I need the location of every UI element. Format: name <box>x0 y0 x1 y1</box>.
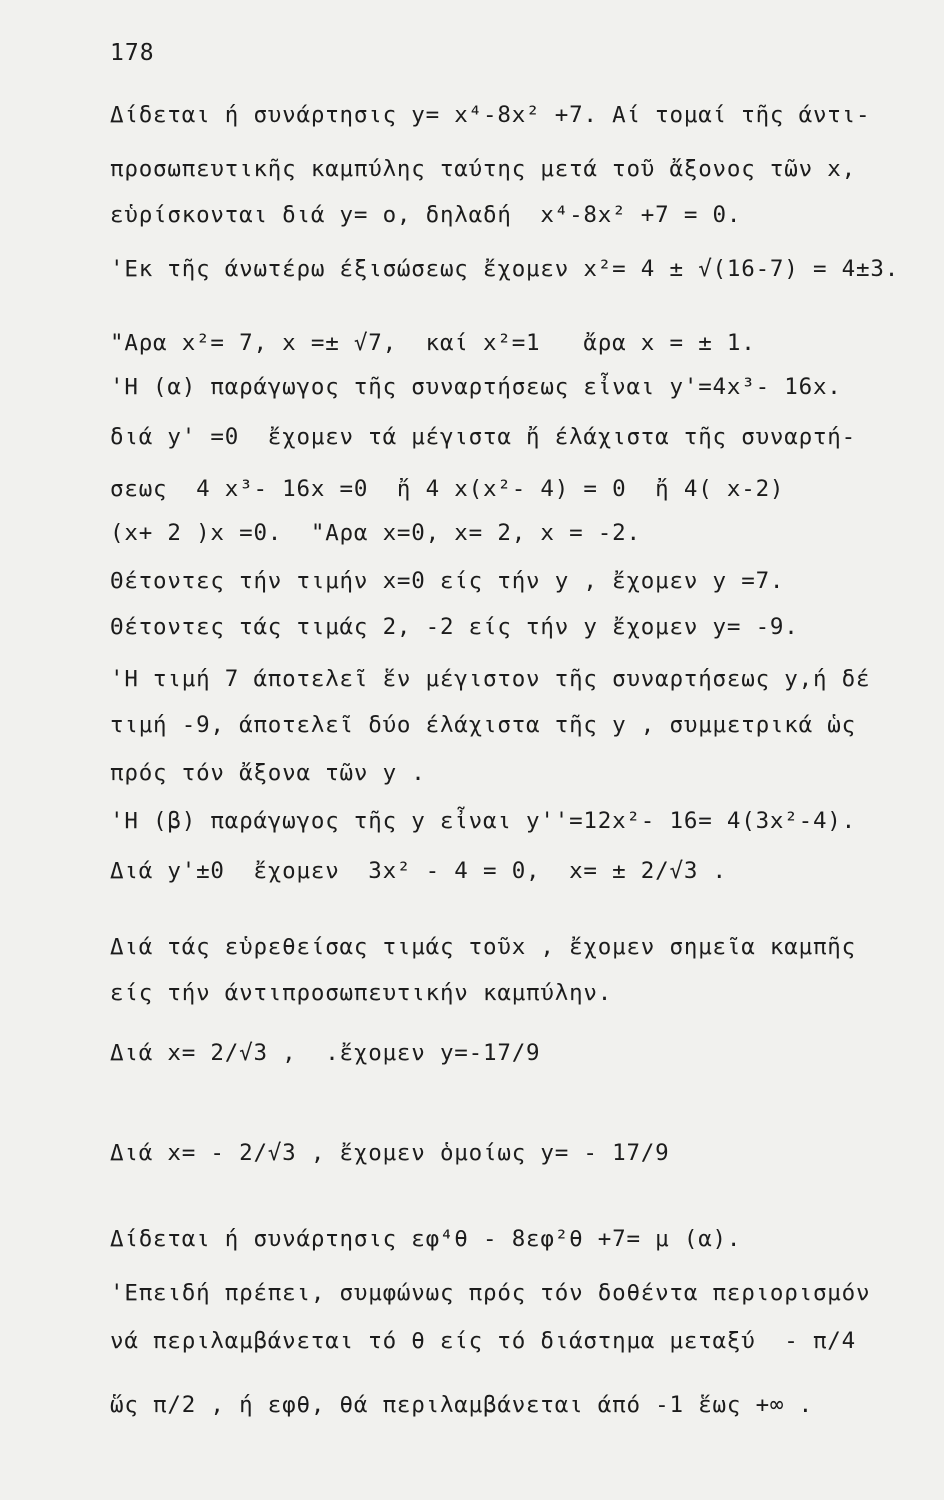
text-line: 'Επειδή πρέπει, συμφώνως πρός τόν δοθέντα περιορισμόν <box>110 1280 871 1306</box>
text-line: 'Η τιμή 7 άποτελεῖ ἕν μέγιστον τῆς συναρτήσεως y,ή δέ <box>110 666 871 692</box>
text-line: διά y' =0 ἔχομεν τά μέγιστα ἤ έλάχιστα τῆς συναρτή- <box>110 424 856 450</box>
text-line: 'Η (β) παράγωγος τῆς y εἶναι y''=12x²- 16= 4(3x²-4). <box>110 808 856 834</box>
text-line: 'Εκ τῆς άνωτέρω έξισώσεως ἔχομεν x²= 4 ± √(16-7) = 4±3. <box>110 256 900 282</box>
text-line: εὑρίσκονται διά y= o, δηλαδή x⁴-8x² +7 = 0. <box>110 202 742 228</box>
text-line: 'Η (α) παράγωγος τῆς συναρτήσεως εἶναι y'=4x³- 16x. <box>110 374 842 400</box>
page-number: 178 <box>110 40 155 66</box>
text-line: Θέτοντες τάς τιμάς 2, -2 είς τήν y ἔχομεν y= -9. <box>110 614 799 640</box>
text-line: πρός τόν ἄξονα τῶν y . <box>110 760 426 786</box>
text-line: ὥς π/2 , ή εφθ, θά περιλαμβάνεται άπό -1 ἕως +∞ . <box>110 1392 813 1418</box>
text-line: σεως 4 x³- 16x =0 ἤ 4 x(x²- 4) = 0 ἤ 4( x-2) <box>110 476 785 502</box>
text-line: "Αρα x²= 7, x =± √7, καί x²=1 ἄρα x = ± 1. <box>110 330 756 356</box>
text-line: Διά y'±0 ἔχομεν 3x² - 4 = 0, x= ± 2/√3 . <box>110 858 727 884</box>
text-line: (x+ 2 )x =0. "Αρα x=0, x= 2, x = -2. <box>110 520 641 546</box>
text-line: Δίδεται ή συνάρτησις εφ⁴θ - 8εφ²θ +7= μ (α). <box>110 1226 742 1252</box>
text-line: Θέτοντες τήν τιμήν x=0 είς τήν y , ἔχομεν y =7. <box>110 568 785 594</box>
text-line: προσωπευτικῆς καμπύλης ταύτης μετά τοῦ ἄξονος τῶν x, <box>110 156 856 182</box>
text-line: Διά x= 2/√3 , .ἔχομεν y=-17/9 <box>110 1040 541 1066</box>
text-line: Διά τάς εὑρεθείσας τιμάς τοῦx , ἔχομεν σημεῖα καμπῆς <box>110 934 856 960</box>
text-line: είς τήν άντιπροσωπευτικήν καμπύλην. <box>110 980 613 1006</box>
text-line: Δίδεται ή συνάρτησις y= x⁴-8x² +7. Αί τομαί τῆς άντι- <box>110 102 871 128</box>
text-line: τιμή -9, άποτελεῖ δύο έλάχιστα τῆς y , συμμετρικά ὡς <box>110 712 856 738</box>
text-line: νά περιλαμβάνεται τό θ είς τό διάστημα μεταξύ - π/4 <box>110 1328 856 1354</box>
text-line: Διά x= - 2/√3 , ἔχομεν ὁμοίως y= - 17/9 <box>110 1140 670 1166</box>
